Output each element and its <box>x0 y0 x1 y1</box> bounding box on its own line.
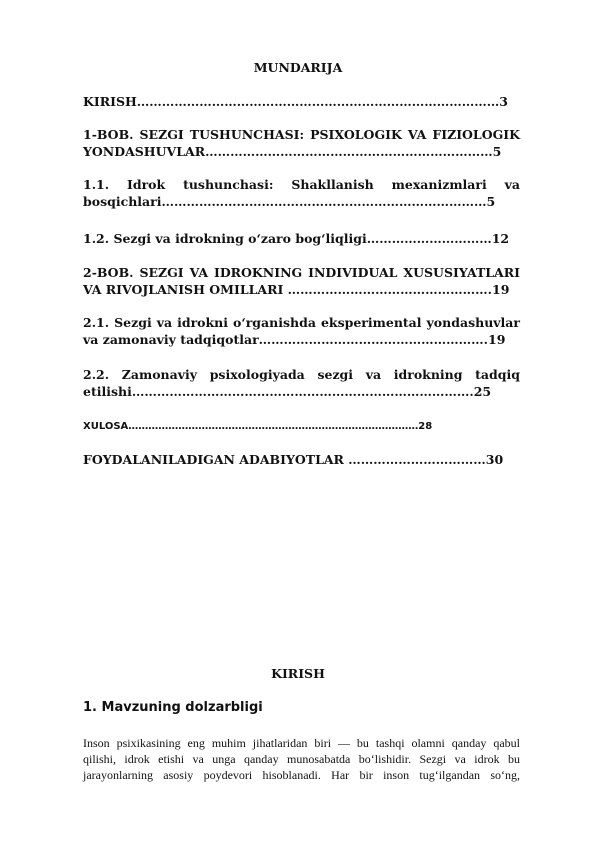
toc-entry-chapter-2[interactable]: 2-BOB. SEZGI VA IDROKNING INDIVIDUAL XUSUSIYATLARI VA RIVOJLANISH OMILLARI ………………………………………….19 <box>83 265 520 297</box>
intro-subheading: 1. Mavzuning dolzarbligi <box>83 700 263 715</box>
toc-entry-section-1-1[interactable]: 1.1. Idrok tushunchasi: Shakllanish mexanizmlari va bosqichlari……………………………………………………………………5 <box>83 177 520 209</box>
intro-paragraph-line-2: qilishi, idrok etishi va unga qanday munosabatda bo‘lishidir. Sezgi va idrok bu <box>83 752 520 766</box>
contents-title: MUNDARIJA <box>253 60 343 75</box>
toc-entry-chapter-1[interactable]: 1-BOB. SEZGI TUSHUNCHASI: PSIXOLOGIK VA FIZIOLOGIK YONDASHUVLAR……………………………………………………………5 <box>83 127 520 159</box>
toc-entry-section-2-2[interactable]: 2.2. Zamonaviy psixologiyada sezgi va idrokning tadqiq etilishi……………………………………………………………………….25 <box>83 367 520 399</box>
intro-paragraph-line-3: jarayonlarning asosiy poydevori hisoblanadi. Har bir inson tug‘ilgandan so‘ng, <box>83 768 520 782</box>
toc-entry-section-2-1[interactable]: 2.1. Sezgi va idrokni o‘rganishda eksperimental yondashuvlar va zamonaviy tadqiqotlar……………………………………………….19 <box>83 315 520 347</box>
toc-entry-section-1-2[interactable]: 1.2. Sezgi va idrokning o‘zaro bog‘liqligi…………………………12 <box>83 231 510 246</box>
intro-paragraph-line-1: Inson psixikasining eng muhim jihatlaridan biri — bu tashqi olamni qanday qabul <box>83 736 520 750</box>
toc-entry-xulosa[interactable]: XULOSA……………………………………………………………………………28 <box>83 421 433 432</box>
toc-entry-kirish[interactable]: KIRISH……………………………………………………………………………3 <box>83 94 508 109</box>
intro-title: KIRISH <box>271 666 325 681</box>
toc-entry-references[interactable]: FOYDALANILADIGAN ADABIYOTLAR ……………………………30 <box>83 452 504 467</box>
